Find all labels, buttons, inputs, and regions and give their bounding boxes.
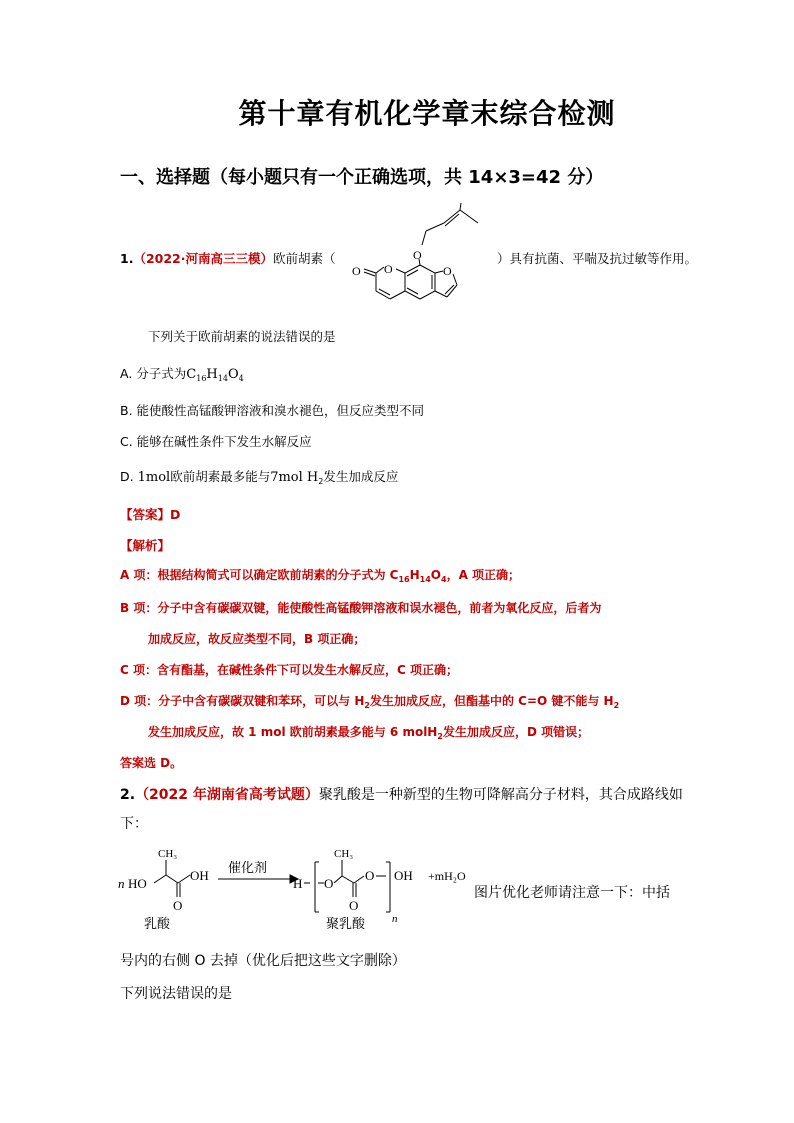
q1-answer: 【答案】D bbox=[120, 507, 181, 522]
option-a-label: A. 分子式为 bbox=[120, 366, 187, 381]
q1-text-after: ）具有抗菌、平喘及抗过敏等作用。 bbox=[497, 251, 698, 266]
analysis-c: C 项：含有酯基，在碱性条件下可以发生水解反应，C 项正确； bbox=[120, 663, 458, 677]
struct-o-ether: O bbox=[413, 248, 422, 262]
q1-number: 1. bbox=[120, 251, 134, 266]
page-title: 第十章有机化学章末综合检测 bbox=[238, 97, 616, 130]
q1-source: （2022·河南高三三模） bbox=[133, 251, 273, 266]
q1-option-c: C. 能够在碱性条件下发生水解反应 bbox=[120, 434, 312, 449]
q2-line2: 下： bbox=[120, 816, 148, 832]
scheme-n: n bbox=[118, 876, 125, 891]
q2-number: 2. bbox=[120, 787, 136, 803]
q1-option-a bbox=[120, 364, 244, 383]
q2-stem: 下列说法错误的是 bbox=[120, 986, 232, 1002]
analysis-conclusion: 答案选 D。 bbox=[120, 756, 183, 770]
imperatorin-structure bbox=[340, 203, 502, 315]
polylactic-acid-scheme bbox=[118, 842, 478, 937]
analysis-a: A 项：根据结构简式可以确定欧前胡素的分子式为 $C_{16}H_{14}O_4$，A 项正确； bbox=[120, 568, 521, 584]
q2-note-line2: 号内的右侧 O 去掉（优化后把这些文字删除） bbox=[120, 953, 406, 969]
analysis-d-line2: 发生加成反应，故 1 mol 欧前胡素最多能与 6 molH$_2$发生加成反应，D 项错误； bbox=[148, 725, 590, 741]
q2-text1: 聚乳酸是一种新型的生物可降解高分子材料，其合成路线如 bbox=[318, 787, 683, 803]
scheme-oh: OH bbox=[190, 868, 209, 883]
q1-option-b: B. 能使酸性高锰酸钾溶液和溴水褪色，但反应类型不同 bbox=[120, 403, 425, 418]
q1-line bbox=[120, 249, 336, 267]
scheme-n-sub: n bbox=[392, 913, 398, 925]
scheme-byproduct: +mH₂O bbox=[428, 869, 466, 883]
option-a-formula: $C_{16}H_{14}O_4$ bbox=[186, 367, 244, 383]
q1-stem: 下列关于欧前胡素的说法错误的是 bbox=[148, 329, 336, 344]
scheme-label-poly: 聚乳酸 bbox=[326, 916, 366, 931]
q1-text-before: 欧前胡素（ bbox=[273, 251, 336, 266]
scheme-o-right: O bbox=[349, 898, 359, 913]
analysis-d-line1: D 项：分子中含有碳碳双键和苯环，可以与 $H_2$发生加成反应，但酯基中的 C=O 键不能与 $H_2$ bbox=[120, 694, 620, 710]
q2-note-line1: 图片优化老师请注意一下：中括 bbox=[474, 885, 670, 901]
scheme-ch3-right: CH₃ bbox=[334, 848, 354, 860]
scheme-label-lactic: 乳酸 bbox=[144, 916, 171, 931]
scheme-catalyst: 催化剂 bbox=[228, 860, 268, 875]
q1-analysis-heading: 【解析】 bbox=[120, 538, 171, 553]
q1-option-d: D. 1mol欧前胡素最多能与7mol $H_2$发生加成反应 bbox=[120, 469, 399, 486]
section-heading: 一、选择题（每小题只有一个正确选项，共 14×3=42 分） bbox=[120, 167, 604, 188]
scheme-ho: HO bbox=[128, 876, 147, 891]
scheme-h: H bbox=[293, 876, 303, 891]
q2-source: （2022 年湖南省高考试题） bbox=[135, 787, 319, 803]
struct-o-furan: O bbox=[443, 264, 452, 278]
struct-o-ring: O bbox=[384, 262, 393, 276]
analysis-b-line2: 加成反应，故反应类型不同，B 项正确； bbox=[148, 632, 366, 646]
scheme-o-chain: O bbox=[324, 876, 334, 891]
struct-o-carbonyl: O bbox=[352, 264, 361, 278]
analysis-b-line1: B 项：分子中含有碳碳双键，能使酸性高锰酸钾溶液和误水褪色，前者为氧化反应，后者为 bbox=[120, 601, 602, 615]
q2-line1 bbox=[120, 784, 683, 804]
scheme-oh-end: OH bbox=[394, 868, 413, 883]
scheme-o-left: O bbox=[173, 898, 183, 913]
scheme-o-ester: O bbox=[365, 868, 375, 883]
scheme-ch3-left: CH₃ bbox=[158, 848, 178, 860]
